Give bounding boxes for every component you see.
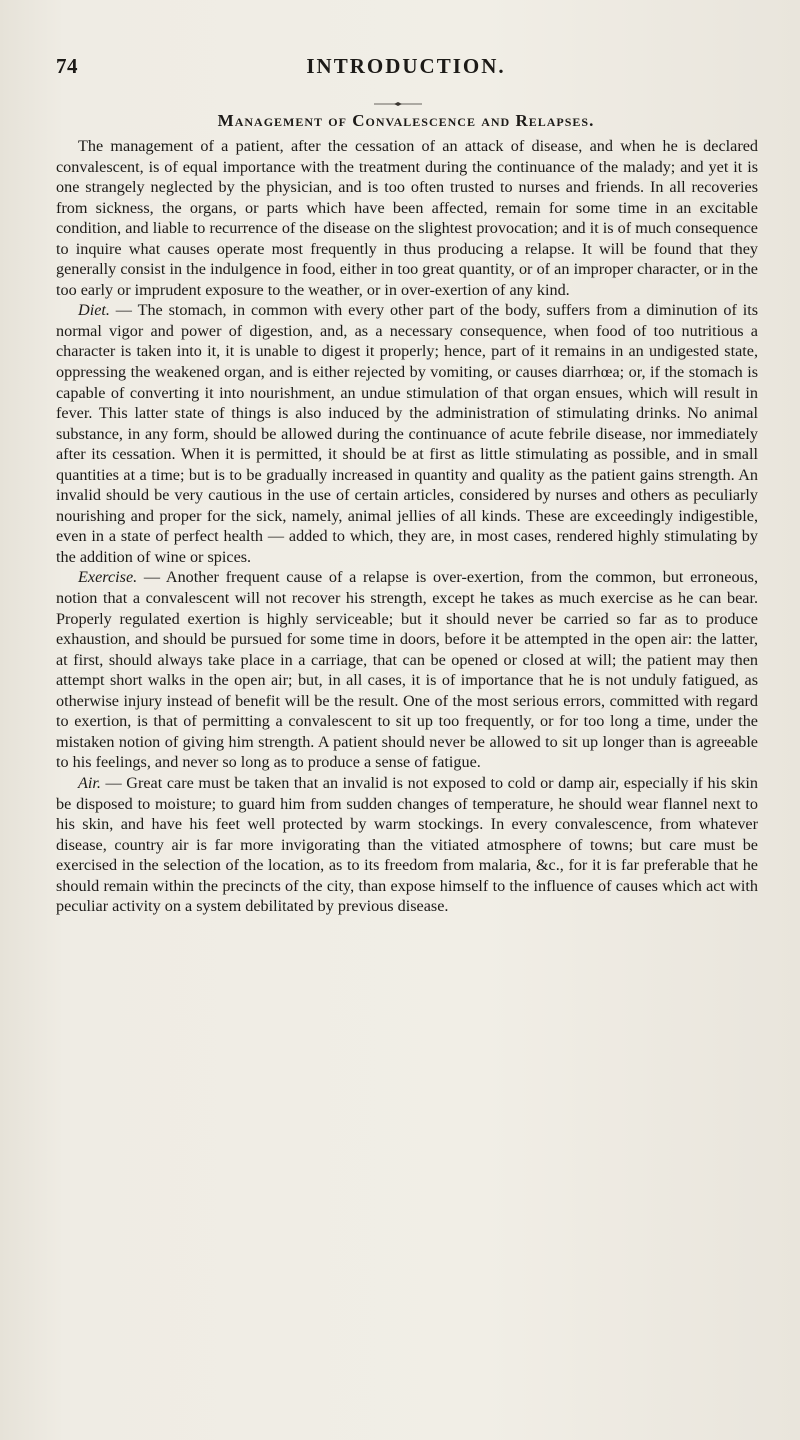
paragraph-intro — [56, 136, 758, 300]
section-title: Management of Convalescence and Relapses. — [217, 111, 595, 130]
paragraph-lead: Exercise. — [78, 568, 138, 587]
page-header — [56, 54, 756, 84]
paragraph-air — [56, 773, 758, 917]
paragraph-exercise — [56, 567, 758, 772]
running-head: INTRODUCTION. — [306, 54, 506, 78]
paragraph-text: — Another frequent cause of a relapse is over-exertion, from the common, but erroneous, notion that a convalescent will not recover his strength, except he takes as much exercise as he can bear. Properly regulated exertion is highly serviceable; but it should never be carried so far as to produce exhaustion, and should be pursued for some time in doors, before it be attempted in the open air: the latter, at first, should always take place in a carriage, that can be opened or closed at will; the patient may then attempt short walks in the open air; but, in all cases, it is of importance that he is not unduly fatigued, as otherwise injury instead of benefit will be the result. One of the most serious errors, committed with regard to exertion, is that of permitting a convalescent to sit up too frequently, or for too long a time, under the mistaken notion of giving him strength. A patient should never be allowed to sit up longer than is agreeable to his feelings, and never so long as to produce a sense of fatigue. — [56, 568, 758, 772]
paragraph-diet — [56, 300, 758, 567]
paragraph-lead: Air. — [78, 773, 101, 792]
ornament-rule — [368, 101, 428, 107]
paragraph-text: — The stomach, in common with every other part of the body, suffers from a diminution of its normal vigor and power of digestion, and, as a necessary consequence, when food of too nutritious a character is taken into it, it is unable to digest it properly; hence, part of it remains in an undigested state, oppressing the weakened organ, and is either rejected by vomiting, or causes diarrhœa; or, if the stomach is capable of converting it into nourishment, an undue stimulation of that organ ensues, which will result in fever. This latter state of things is also induced by the administration of stimulating drinks. No animal substance, in any form, should be allowed during the continuance of acute febrile disease, nor immediately after its cessation. When it is permitted, it should be at first as little stimulating as possible, and in small quantities at a time; but is to be gradually increased in quantity and quality as the patient gains strength. An invalid should be very cautious in the use of certain articles, considered by nurses and others as peculiarly nourishing and proper for the sick, namely, animal jellies of all kinds. These are exceedingly indigestible, even in a state of perfect health — added to which, they are, in most cases, rendered highly stimulating by the addition of wine or spices. — [56, 301, 758, 566]
paragraph-text: The management of a patient, after the cessation of an attack of disease, and when he is declared convalescent, is of equal importance with the treatment during the continuance of the malady; and yet it is one strangely neglected by the physician, and is too often trusted to nurses and friends. In all recoveries from sickness, the organs, or parts which have been affected, remain for some time in an excitable condition, and liable to recurrence of the disease on the slightest provocation; and it is of much consequence to inquire what causes operate most frequently in thus producing a relapse. It will be found that they generally consist in the indulgence in food, either in too great quantity, or of an improper character, or in the too early or imprudent exposure to the weather, or in over-exertion of any kind. — [56, 137, 758, 299]
paragraph-lead: Diet. — [78, 301, 110, 320]
body-text — [56, 136, 758, 917]
paragraph-text: — Great care must be taken that an invalid is not exposed to cold or damp air, especially if his skin be disposed to moisture; to guard him from sudden changes of temperature, he should wear flannel next to his skin, and have his feet well protected by warm stockings. In every convalescence, from whatever disease, country air is far more invigorating than the vitiated atmosphere of towns; but care must be exercised in the selection of the location, as to its freedom from malaria, &c., for it is far preferable that he should remain within the precincts of the city, than expose himself to the influence of causes which act with peculiar activity on a system debilitated by previous disease. — [56, 773, 758, 916]
page-number: 74 — [56, 54, 78, 78]
